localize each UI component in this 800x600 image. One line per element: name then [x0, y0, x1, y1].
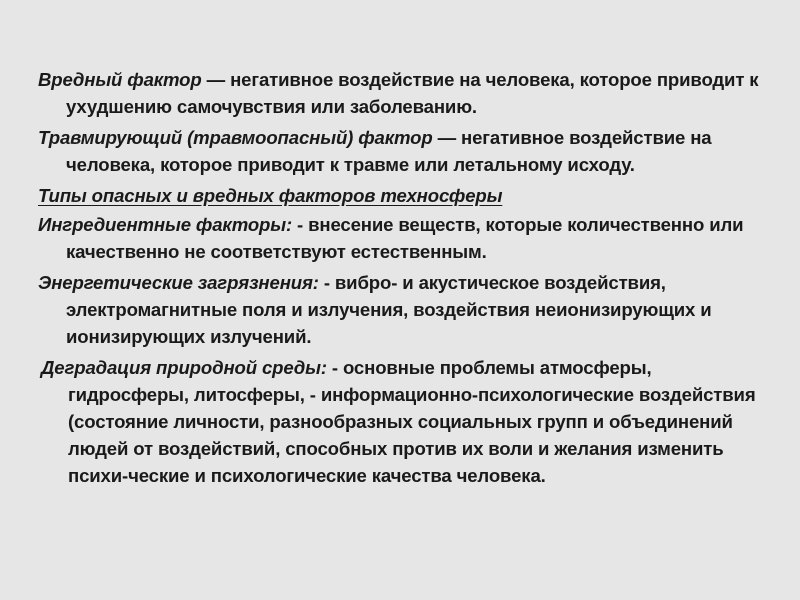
term-harmful-factor: Вредный фактор — [38, 69, 202, 90]
factor-description: - внесение веществ, которые количественно или качественно не соответствуют естественным. — [66, 214, 744, 262]
term-ingredient-factors: Ингредиентные факторы: — [38, 214, 293, 235]
section-heading: Типы опасных и вредных факторов техносферы — [38, 185, 503, 206]
factor-energy — [38, 269, 768, 350]
factor-ingredient — [38, 211, 768, 265]
definition-text: — негативное воздействие на человека, которое приводит к ухудшению самочувствия или заболеванию. — [66, 69, 759, 117]
factor-description: - основные проблемы атмосферы, гидросферы, литосферы, - информационно-психологические воздействия (состояние личности, разнообразных социальных групп и объединений людей от воздействий, способных против их воли и желания изменить психи-ческие и психологические качества человека. — [68, 357, 756, 486]
factor-description: - вибро- и акустическое воздействия, электромагнитные поля и излучения, воздействия неионизирующих и ионизирующих излучений. — [66, 272, 712, 347]
definition-text: — негативное воздействие на человека, которое приводит к травме или летальному исходу. — [66, 127, 712, 175]
term-energy-pollution: Энергетические загрязнения: — [38, 272, 319, 293]
definition-harmful-factor — [38, 66, 768, 120]
factor-degradation — [38, 354, 768, 489]
slide-content — [38, 66, 768, 493]
definition-traumatic-factor — [38, 124, 768, 178]
term-environment-degradation: Деградация природной среды: — [41, 357, 327, 378]
term-traumatic-factor: Травмирующий (травмоопасный) фактор — [38, 127, 433, 148]
